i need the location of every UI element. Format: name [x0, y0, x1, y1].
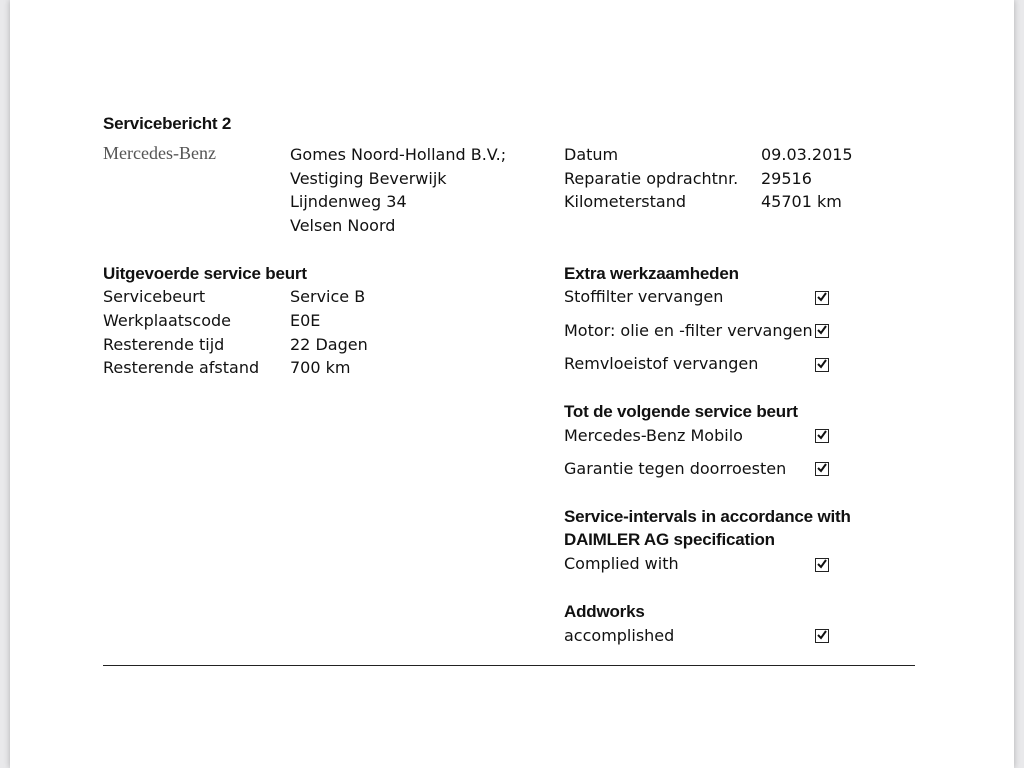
dealer-city: Velsen Noord — [290, 216, 396, 235]
document-page — [10, 0, 1014, 768]
extra-item-label: Stoffilter vervangen — [564, 287, 724, 306]
addworks-item-label: accomplished — [564, 626, 675, 645]
extra-item-label: Motor: olie en -filter vervangen — [564, 321, 813, 340]
intervals-item-label: Complied with — [564, 554, 679, 573]
meta-value-date: 09.03.2015 — [761, 145, 853, 164]
service-value: 700 km — [290, 358, 351, 377]
document-title: Servicebericht 2 — [103, 114, 232, 133]
meta-label-order: Reparatie opdrachtnr. — [564, 169, 739, 188]
dealer-name: Gomes Noord-Holland B.V.; — [290, 145, 507, 164]
checkmark-icon — [817, 463, 827, 473]
service-value: E0E — [290, 311, 321, 330]
bottom-divider — [103, 665, 915, 666]
dealer-branch: Vestiging Beverwijk — [290, 169, 447, 188]
checkbox-extra-0[interactable] — [815, 291, 829, 305]
checkbox-intervals-0[interactable] — [815, 558, 829, 572]
next-heading: Tot de volgende service beurt — [564, 402, 798, 421]
extra-item-label: Remvloeistof vervangen — [564, 354, 759, 373]
intervals-heading-line2: DAIMLER AG specification — [564, 530, 775, 549]
service-label: Werkplaatscode — [103, 311, 231, 330]
checkmark-icon — [817, 325, 827, 335]
checkmark-icon — [817, 292, 827, 302]
checkmark-icon — [817, 559, 827, 569]
service-heading: Uitgevoerde service beurt — [103, 264, 307, 283]
intervals-heading-line1: Service-intervals in accordance with — [564, 507, 851, 526]
next-item-label: Garantie tegen doorroesten — [564, 459, 787, 478]
checkmark-icon — [817, 359, 827, 369]
service-value: 22 Dagen — [290, 335, 368, 354]
next-item-label: Mercedes-Benz Mobilo — [564, 426, 743, 445]
service-label: Servicebeurt — [103, 287, 206, 306]
meta-value-order: 29516 — [761, 169, 812, 188]
checkbox-extra-2[interactable] — [815, 358, 829, 372]
checkmark-icon — [817, 630, 827, 640]
addworks-heading: Addworks — [564, 602, 645, 621]
dealer-street: Lijndenweg 34 — [290, 192, 407, 211]
checkbox-next-1[interactable] — [815, 462, 829, 476]
meta-label-date: Datum — [564, 145, 619, 164]
checkbox-addworks-0[interactable] — [815, 629, 829, 643]
checkmark-icon — [817, 430, 827, 440]
meta-value-mileage: 45701 km — [761, 192, 842, 211]
checkbox-next-0[interactable] — [815, 429, 829, 443]
meta-label-mileage: Kilometerstand — [564, 192, 687, 211]
service-label: Resterende afstand — [103, 358, 260, 377]
checkbox-extra-1[interactable] — [815, 324, 829, 338]
brand-logo-text: Mercedes-Benz — [103, 143, 216, 163]
service-label: Resterende tijd — [103, 335, 225, 354]
service-value: Service B — [290, 287, 366, 306]
extra-heading: Extra werkzaamheden — [564, 264, 739, 283]
